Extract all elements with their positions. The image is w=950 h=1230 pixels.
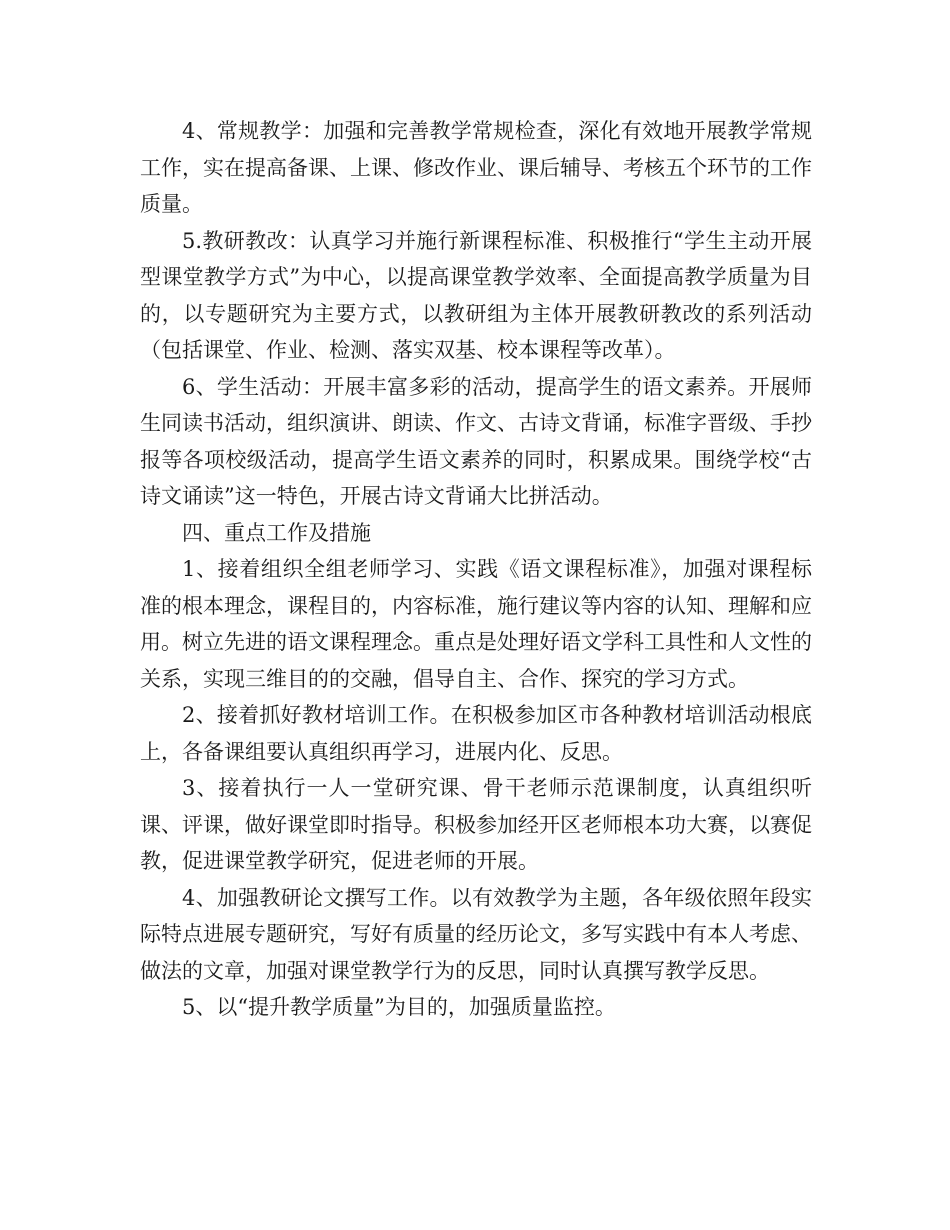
paragraph-quality-monitoring: 5、以“提升教学质量”为目的，加强质量监控。 — [182, 995, 616, 1019]
paragraph-research-lessons: 3、接着执行一人一堂研究课、骨干老师示范课制度，认真组织听课、评课，做好课堂即时指导。积极参加经开区老师根本功大赛，以赛促教，促进课堂教学研究，促进老师的开展。 — [140, 776, 812, 873]
paragraph-research-papers: 4、加强教研论文撰写工作。以有效教学为主题，各年级依照年段实际特点进展专题研究，写好有质量的经历论文，多写实践中有本人考虑、做法的文章，加强对课堂教学行为的反思，同时认真撰写教学反思。 — [140, 885, 812, 983]
paragraph-textbook-training: 2、接着抓好教材培训工作。在积极参加区市各种教材培训活动根底上，各备课组要认真组织再学习，进展内化、反思。 — [140, 703, 812, 764]
paragraph-routine-teaching: 4、常规教学：加强和完善教学常规检查，深化有效地开展教学常规工作，实在提高备课、上课、修改作业、课后辅导、考核五个环节的工作质量。 — [140, 119, 812, 216]
paragraph-teaching-research: 5.教研教改：认真学习并施行新课程标准、积极推行“学生主动开展型课堂教学方式”为中心，以提高课堂教学效率、全面提高教学质量为目的，以专题研究为主要方式，以教研组为主体开展教研教改的系列活动（包括课堂、作业、检测、落实双基、校本课程等改革）。 — [140, 228, 812, 362]
paragraph-student-activities: 6、学生活动：开展丰富多彩的活动，提高学生的语文素养。开展师生同读书活动，组织演讲、朗读、作文、古诗文背诵，标准字晋级、手抄报等各项校级活动，提高学生语文素养的同时，积累成果。围绕学校“古诗文诵读”这一特色，开展古诗文背诵大比拼活动。 — [140, 374, 812, 508]
paragraph-curriculum-standards: 1、接着组织全组老师学习、实践《语文课程标准》，加强对课程标准的根本理念，课程目的，内容标准，施行建议等内容的认知、理解和应用。树立先进的语文课程理念。重点是处理好语文学科工具性和人文性的关系，实现三维目的的交融，倡导自主、合作、探究的学习方式。 — [140, 557, 812, 691]
document-page — [140, 113, 812, 1026]
section-heading-key-work: 四、重点工作及措施 — [182, 520, 371, 545]
